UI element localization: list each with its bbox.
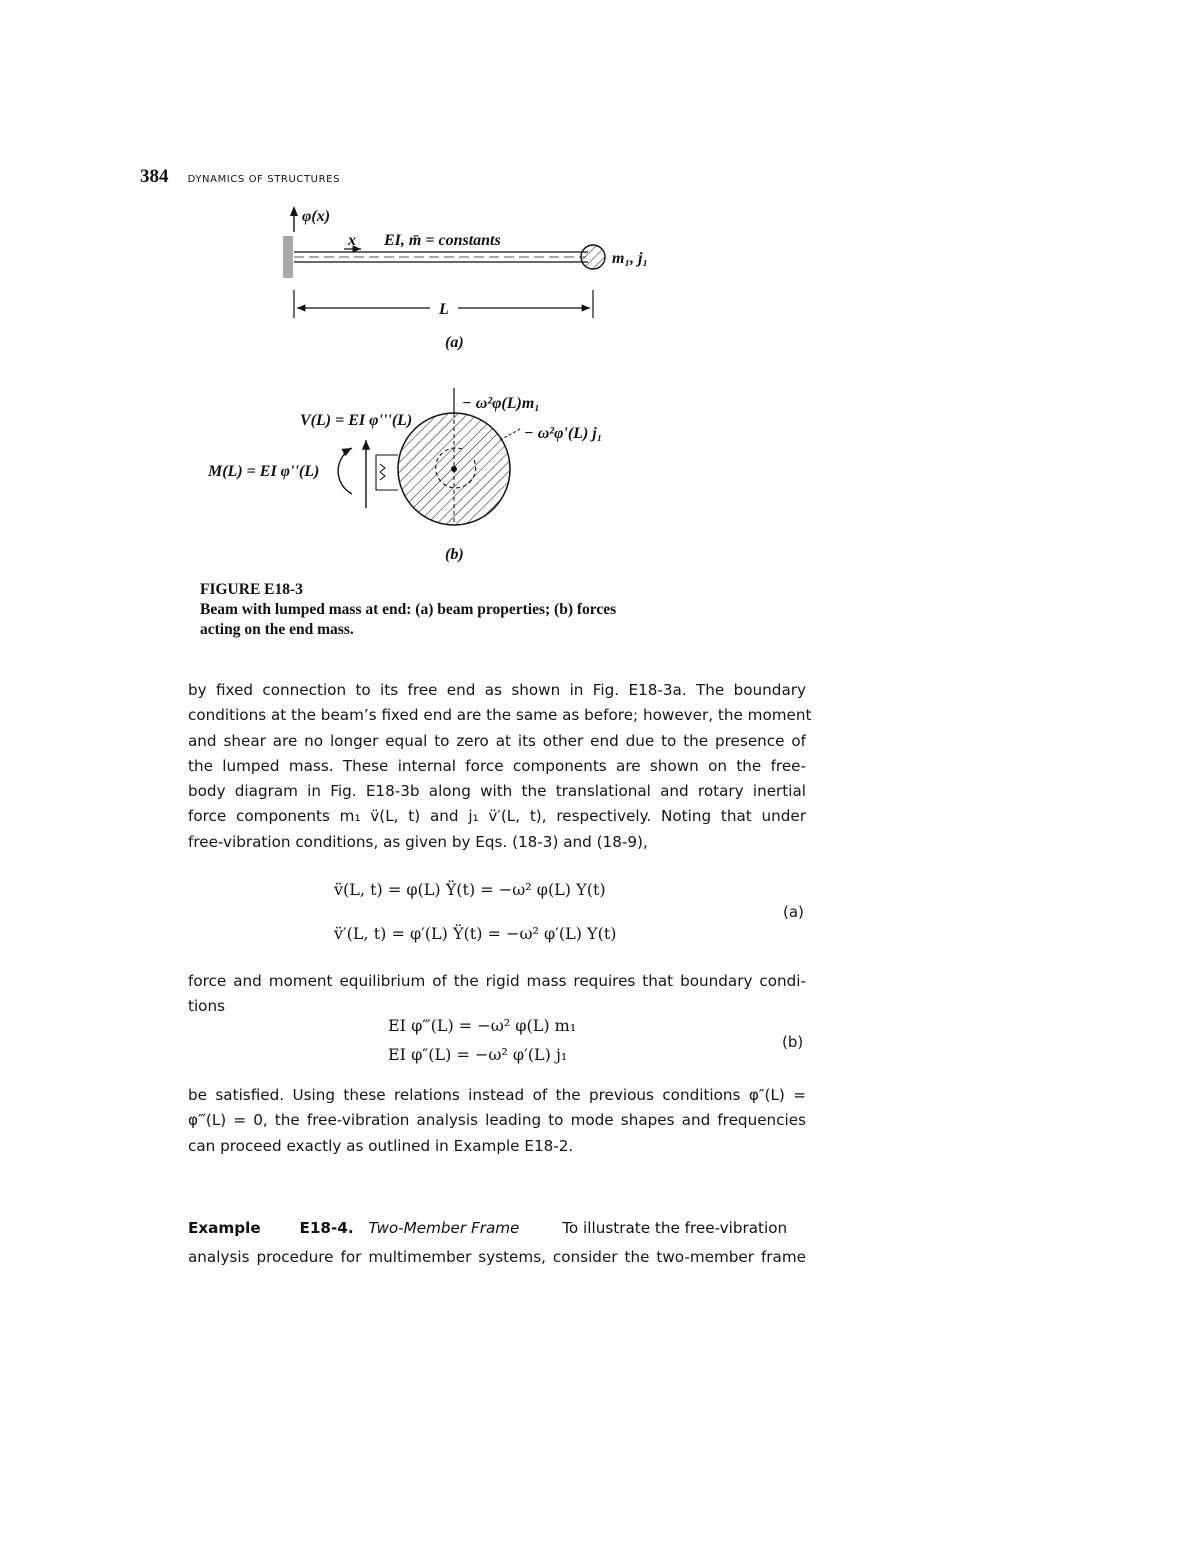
moment-arc bbox=[338, 448, 352, 494]
page-number: 384 bbox=[140, 166, 169, 187]
phi-axis-arrowhead bbox=[290, 206, 298, 216]
label-x: x bbox=[348, 232, 356, 249]
fixed-support bbox=[283, 236, 293, 278]
lumped-mass bbox=[581, 245, 605, 269]
text-line: by fixed connection to its free end as shown in Fig. E18-3a. The boundary bbox=[188, 681, 806, 699]
example-label: Example bbox=[188, 1219, 261, 1237]
example-heading bbox=[188, 1219, 806, 1237]
label-shear: V(L) = EI φ'''(L) bbox=[300, 412, 413, 429]
paragraph-3 bbox=[188, 1083, 806, 1159]
figure-caption bbox=[200, 580, 680, 640]
break-mark bbox=[380, 464, 385, 480]
caption-number: FIGURE E18-3 bbox=[200, 581, 303, 598]
label-moment: M(L) = EI φ''(L) bbox=[208, 463, 320, 480]
label-mass: m₁, j₁ bbox=[612, 250, 649, 267]
panel-label-b: (b) bbox=[445, 546, 464, 563]
text-line: tions bbox=[188, 997, 226, 1016]
text-line: body diagram in Fig. E18-3b along with the translational and rotary inertial bbox=[188, 782, 806, 801]
equation-b-line-2: EI φ″(L) = −ω² φ′(L) j₁ bbox=[388, 1045, 568, 1064]
equation-b-tag: (b) bbox=[782, 1033, 804, 1051]
paragraph-2 bbox=[188, 969, 806, 1020]
text-line: the lumped mass. These internal force components are shown on the free- bbox=[188, 756, 806, 775]
equation-b-line-1: EI φ‴(L) = −ω² φ(L) m₁ bbox=[388, 1016, 577, 1035]
label-beam-properties: EI, m̄ = constants bbox=[384, 232, 501, 249]
rotary-leader bbox=[500, 428, 522, 440]
label-phi: φ(x) bbox=[302, 208, 331, 225]
figure-e18-3 bbox=[0, 0, 1200, 660]
example-intro-text: To illustrate the free-vibration bbox=[562, 1219, 788, 1237]
paragraph-1 bbox=[188, 678, 812, 855]
mass-center bbox=[451, 466, 457, 472]
label-length: L bbox=[439, 301, 449, 318]
label-rotary-inertia: − ω²φ'(L) j₁ bbox=[524, 425, 603, 442]
text-line: analysis procedure for multimember systems, consider the two-member frame bbox=[188, 1248, 806, 1266]
equation-a-line-2: v̈′(L, t) = φ′(L) Ÿ(t) = −ω² φ′(L) Y(t) bbox=[334, 924, 617, 943]
text-line: be satisfied. Using these relations instead of the previous conditions φ″(L) = bbox=[188, 1086, 806, 1104]
example-paragraph bbox=[188, 1245, 806, 1270]
text-line: force components m₁ v̈(L, t) and j₁ v̈′(L, t), respectively. Noting that under bbox=[188, 807, 806, 826]
text-line: can proceed exactly as outlined in Example E18-2. bbox=[188, 1136, 574, 1155]
text-line: conditions at the beam’s fixed end are the same as before; however, the moment bbox=[188, 706, 812, 725]
book-title: DYNAMICS OF STRUCTURES bbox=[187, 174, 341, 185]
beam-stub bbox=[376, 455, 398, 490]
figure-part-a bbox=[283, 206, 648, 351]
caption-line-1: Beam with lumped mass at end: (a) beam properties; (b) forces bbox=[200, 601, 617, 618]
equation-a-line-1: v̈(L, t) = φ(L) Ÿ(t) = −ω² φ(L) Y(t) bbox=[334, 880, 606, 899]
text-line: free-vibration conditions, as given by Eqs. (18-3) and (18-9), bbox=[188, 832, 648, 851]
example-number: E18-4. bbox=[299, 1219, 354, 1237]
figure-part-b bbox=[207, 388, 602, 563]
example-title: Two-Member Frame bbox=[368, 1219, 520, 1237]
caption-line-2: acting on the end mass. bbox=[200, 621, 354, 638]
text-line: and shear are no longer equal to zero at its other end due to the presence of bbox=[188, 731, 806, 750]
panel-label-a: (a) bbox=[445, 334, 464, 351]
text-line: φ‴(L) = 0, the free-vibration analysis leading to mode shapes and frequencies bbox=[188, 1111, 806, 1130]
text-line: force and moment equilibrium of the rigid mass requires that boundary condi- bbox=[188, 972, 806, 990]
label-translational-inertia: − ω²φ(L)m₁ bbox=[462, 395, 540, 412]
equation-a-tag: (a) bbox=[783, 903, 804, 921]
